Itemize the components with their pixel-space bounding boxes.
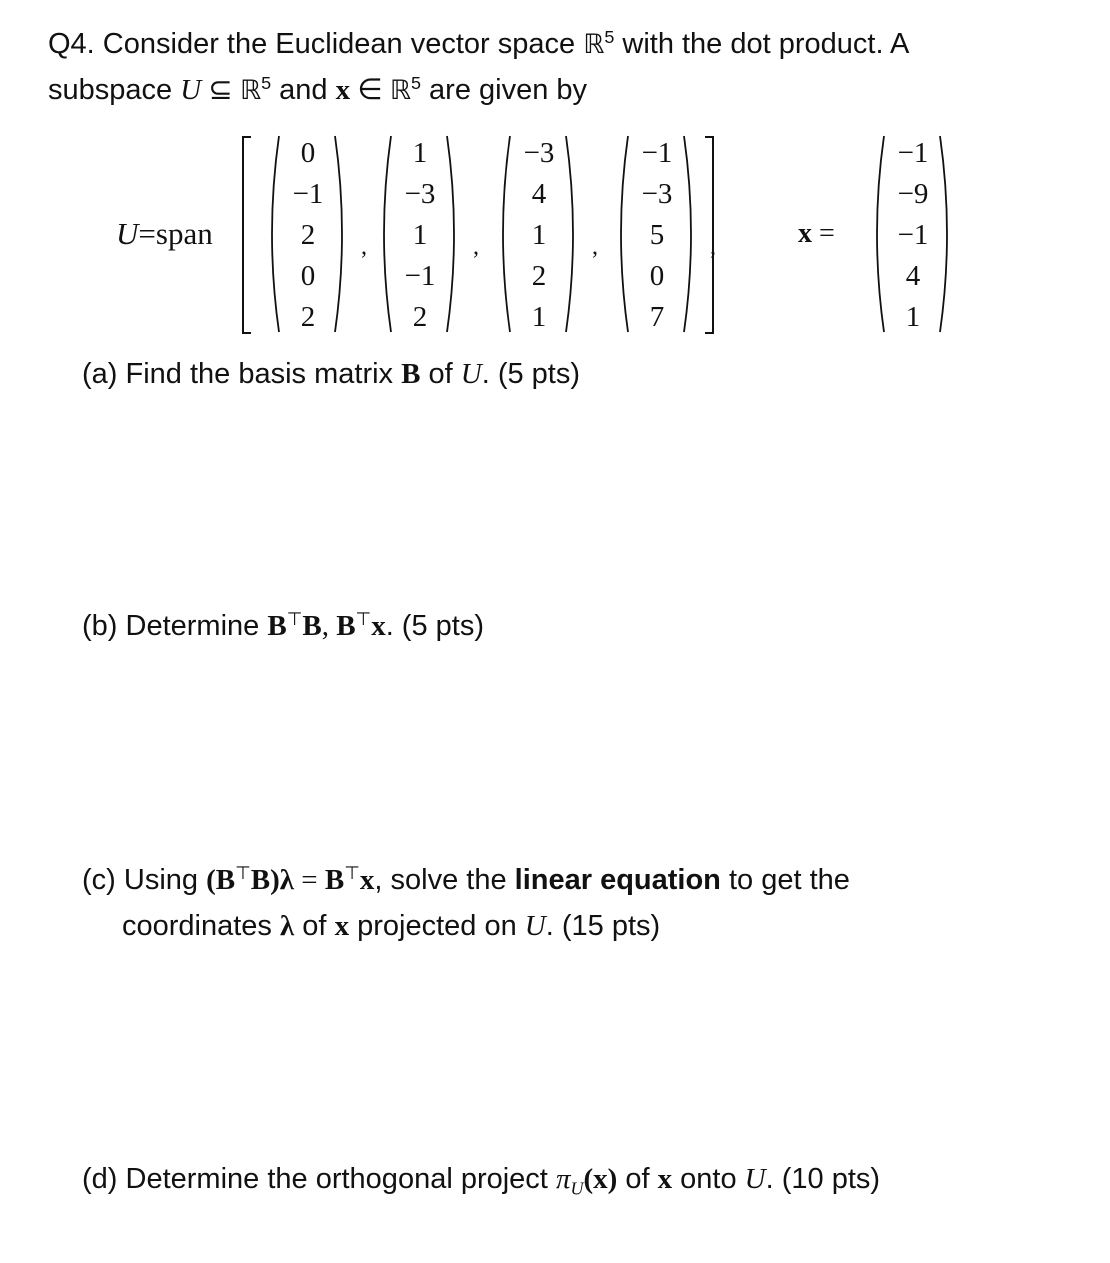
projection-symbol: π (555, 1163, 571, 1195)
transpose-symbol: ⊤ (286, 609, 303, 630)
transpose-symbol: ⊤ (344, 863, 360, 884)
vector-entry: −1 (641, 137, 673, 169)
transpose-symbol: ⊤ (235, 863, 251, 884)
vector-entry: 1 (531, 301, 547, 333)
vector-x-symbol: x (371, 610, 386, 642)
part-d-text: onto (672, 1163, 745, 1195)
part-b-label: (b) (82, 610, 118, 642)
part-c-label: (c) (82, 864, 116, 896)
matrix-symbol: B (336, 610, 356, 642)
question-line-2 (48, 73, 588, 106)
question-text: and (271, 74, 336, 106)
vector-entry: 0 (300, 260, 316, 292)
question-text: are given by (420, 74, 588, 106)
vector-entry: −1 (897, 219, 929, 251)
comma-separator: , (361, 234, 367, 260)
dimension-exponent: 5 (410, 73, 421, 94)
part-a (82, 360, 580, 389)
part-a-text: of (420, 358, 461, 390)
vector-entry: 1 (905, 301, 921, 333)
vector-entry: 2 (531, 260, 547, 292)
vector-entry: 2 (412, 301, 428, 333)
subseteq-symbol: ⊆ (201, 74, 240, 106)
real-space-symbol: ℝ (583, 29, 605, 60)
matrix-symbol: B (267, 610, 287, 642)
vector-entry: −1 (292, 178, 324, 210)
part-d-text: Determine the orthogonal project (117, 1163, 556, 1195)
vector-entry: 2 (300, 301, 316, 333)
part-c-text: coordinates (122, 910, 280, 942)
matrix-symbol: B (250, 864, 271, 896)
subspace-symbol: U (180, 74, 202, 106)
vector-entry: −3 (523, 137, 555, 169)
vector-x-symbol: x (334, 910, 350, 942)
matrix-symbol: B (324, 864, 345, 896)
equals-sign: = (812, 218, 835, 249)
part-b-text: Determine (117, 610, 268, 642)
paren: ) (270, 864, 280, 896)
span-text: =span (138, 216, 213, 251)
vector-entry: −3 (404, 178, 436, 210)
lambda-symbol: λ (279, 864, 295, 896)
dimension-exponent: 5 (261, 73, 272, 94)
vector-x-symbol: x (335, 74, 351, 106)
subspace-symbol: U (744, 1163, 766, 1195)
part-a-points: . (5 pts) (481, 358, 581, 390)
question-text: with the dot product. A (614, 28, 910, 60)
part-c-points: . (15 pts) (545, 910, 661, 942)
vector-entry: 1 (412, 137, 428, 169)
subspace-symbol: U (460, 358, 482, 390)
part-b-points: . (5 pts) (385, 610, 484, 642)
subspace-symbol: U (524, 910, 546, 942)
transpose-symbol: ⊤ (355, 609, 372, 630)
vector-entry: 4 (905, 260, 921, 292)
equals-sign: = (294, 864, 325, 896)
vector-entry: −9 (897, 178, 929, 210)
comma-separator: , (710, 234, 716, 260)
dimension-exponent: 5 (604, 27, 615, 48)
part-d (82, 1163, 881, 1199)
vector-entry: 5 (649, 219, 665, 251)
vector-entry: 2 (300, 219, 316, 251)
vector-entry: 4 (531, 178, 547, 210)
part-d-text: of (617, 1163, 658, 1195)
part-c-line-1 (82, 863, 850, 896)
part-c-text: Using (115, 864, 207, 896)
vector-entry: −3 (641, 178, 673, 210)
question-text: Q4. Consider the Euclidean vector space (48, 28, 584, 60)
x-label (798, 218, 835, 250)
projection-subscript: U (570, 1178, 584, 1199)
part-c-text: , solve the (374, 864, 515, 896)
part-a-label: (a) (82, 358, 118, 390)
real-space-symbol: ℝ (389, 75, 411, 106)
real-space-symbol: ℝ (239, 75, 262, 106)
comma-separator: , (592, 234, 598, 260)
left-square-bracket (241, 136, 253, 334)
matrix-symbol: B (302, 610, 322, 642)
subspace-symbol: U (116, 216, 139, 251)
span-label (116, 216, 213, 252)
part-d-points: . (10 pts) (765, 1163, 881, 1195)
vector-entry: 0 (300, 137, 316, 169)
lambda-symbol: λ (280, 910, 295, 942)
vector-entry: −1 (404, 260, 436, 292)
vector-entry: 7 (649, 301, 665, 333)
matrix-symbol: B (215, 864, 236, 896)
linear-equation-emphasis: linear equation (514, 864, 721, 896)
paren: ( (206, 864, 216, 896)
part-c-line-2 (122, 912, 660, 941)
vector-entry: −1 (897, 137, 929, 169)
equation (206, 864, 374, 896)
separator: , (321, 610, 337, 642)
vector-x-symbol: x (657, 1163, 673, 1195)
part-c-text: of (294, 910, 335, 942)
vector-entry: 1 (412, 219, 428, 251)
element-of-symbol: ∈ (350, 74, 390, 106)
span-equation (0, 130, 1110, 340)
vector-x-symbol: x (798, 218, 812, 249)
vector-entry: 0 (649, 260, 665, 292)
part-c-text: to get the (720, 864, 850, 896)
projection-argument: (x) (583, 1163, 618, 1195)
basis-matrix-symbol: B (401, 358, 421, 390)
part-a-text: Find the basis matrix (117, 358, 402, 390)
question-line-1 (48, 27, 910, 60)
part-c-text: projected on (349, 910, 525, 942)
question-text: subspace (48, 74, 181, 106)
comma-separator: , (473, 234, 479, 260)
part-b (82, 609, 484, 642)
vector-x-symbol: x (359, 864, 375, 896)
part-d-label: (d) (82, 1163, 118, 1195)
vector-entry: 1 (531, 219, 547, 251)
